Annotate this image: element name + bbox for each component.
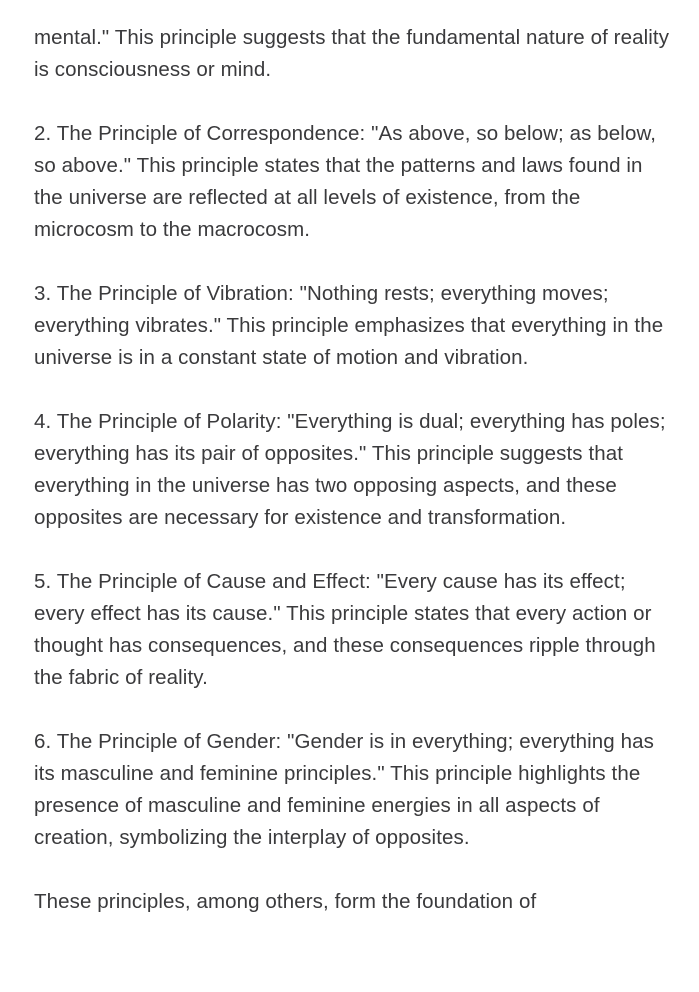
- paragraph-polarity: 4. The Principle of Polarity: "Everything is dual; everything has poles; everything has its pair of opposites." This principle suggests that everything in the universe has two opposing aspects, and these opposites are necessary for existence and transformation.: [34, 410, 666, 529]
- message-body: [34, 22, 674, 950]
- paragraph-correspondence: 2. The Principle of Correspondence: "As above, so below; as below, so above." This principle states that the patterns and laws found in the universe are reflected at all levels of existence, from the microcosm to the macrocosm.: [34, 122, 657, 241]
- paragraph-mentalism-continuation: mental." This principle suggests that the fundamental nature of reality is consciousness or mind.: [34, 26, 670, 81]
- paragraph-cause-and-effect: 5. The Principle of Cause and Effect: "Every cause has its effect; every effect has its cause." This principle states that every action or thought has consequences, and these consequences ripple through the fabric of reality.: [34, 570, 656, 689]
- paragraph-gender: 6. The Principle of Gender: "Gender is in everything; everything has its masculine and feminine principles." This principle highlights the presence of masculine and feminine energies in all aspects of creation, symbolizing the interplay of opposites.: [34, 730, 654, 849]
- paragraph-conclusion: These principles, among others, form the foundation of: [34, 890, 537, 913]
- paragraph-vibration: 3. The Principle of Vibration: "Nothing rests; everything moves; everything vibrates." This principle emphasizes that everything in the universe is in a constant state of motion and vibration.: [34, 282, 664, 369]
